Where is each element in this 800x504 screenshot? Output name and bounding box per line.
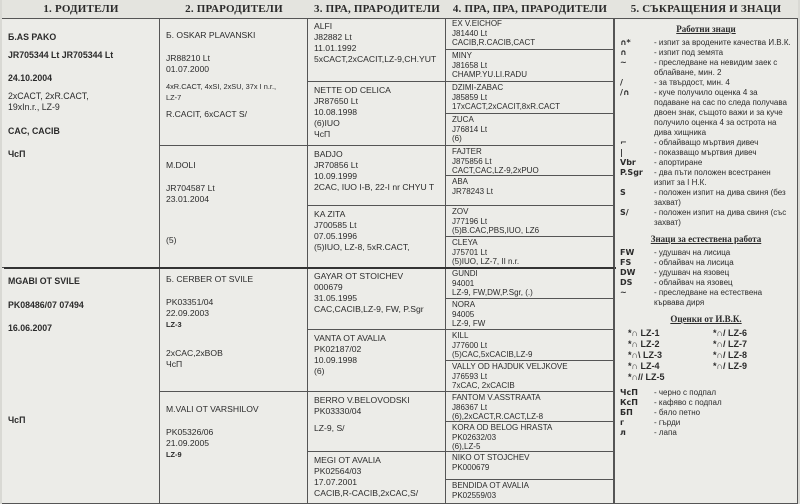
parent-dam: MGABI OT SVILE PK08486/07 07494 16.06.2007 ЧсП <box>2 268 160 504</box>
legend-row <box>620 138 792 148</box>
legend-row <box>620 158 792 168</box>
legend-grades-grid <box>628 328 792 382</box>
legend-row <box>620 58 792 78</box>
legend-row <box>620 388 792 398</box>
great-great-grandparent-8: CLEYA J75701 Lt (5)IUO, LZ-7, II n.r. <box>446 237 614 268</box>
great-great-grandparent-13: FANTOM V.ASSTRAATA J86367 Lt (6),2xCACT,R.CACT,LZ-8 <box>446 392 614 422</box>
great-great-grandparent-4: ZUCA J76814 Lt (6) <box>446 114 614 146</box>
great-great-grandparent-6: ABA JR78243 Lt <box>446 176 614 206</box>
legend-text: - изпит под земята <box>654 48 724 57</box>
grade-item <box>713 372 792 382</box>
grandparent-1: Б. OSKAR PLAVANSKI JR88210 Lt 01.07.2000 4xR.CACT, 4xSI, 2xSU, 37x I n.r., LZ-7 R.CACIT, 6xCACT S/ <box>160 18 308 146</box>
great-grandparent-6: VANTA OT AVALIA PK02187/02 10.09.1998 (6) <box>308 330 446 392</box>
legend-row <box>620 268 792 278</box>
grade-item: *∩// LZ-5 <box>628 372 665 382</box>
legend-symbol: ⌐ <box>620 138 627 147</box>
legend-row <box>620 48 792 58</box>
legend-symbol: / <box>620 78 623 87</box>
legend-symbol: FS <box>620 258 632 267</box>
grandparent-4: M.VALI OT VARSHILOV PK05326/06 21.09.2005 LZ-9 <box>160 392 308 504</box>
legend-natural-list <box>620 248 792 308</box>
great-grandparent-3: BADJO JR70856 Lt 10.09.1999 2CAC, IUO I-B, 22-I nr CHYU T <box>308 146 446 206</box>
legend-symbol: | <box>620 148 623 157</box>
legend-text: - куче получило оценка 4 за подаване на сас по следа получава двоен знак, същото важи и за куче получило оценка 4 за острота на дива хищника <box>654 88 787 137</box>
legend-symbol: ЧсП <box>620 388 638 397</box>
legend-text: - удушвач на язовец <box>654 268 730 277</box>
grade-item: *∩\ LZ-3 <box>628 350 663 360</box>
legend-abbreviations <box>620 388 792 438</box>
legend-symbol: ~ <box>620 58 627 67</box>
legend-text: - облайвач на лисица <box>654 258 734 267</box>
grade-item: *∩ LZ-4 <box>628 361 660 371</box>
legend-symbol: г <box>620 418 625 427</box>
great-great-grandparent-15: NIKO OT STOJCHEV PK000679 <box>446 452 614 480</box>
header-great-grandparents: 3. ПРА, ПРАРОДИТЕЛИ <box>308 0 447 19</box>
legend-text: - показващо мъртвия дивеч <box>654 148 757 157</box>
pedigree-sheet <box>2 0 798 504</box>
great-great-grandparent-16: BENDIDA OT AVALIA PK02559/03 <box>446 480 614 504</box>
great-great-grandparent-5: FAJTER J875856 Lt CACT,CAC,LZ-9,2xPUO <box>446 146 614 176</box>
legend-text: - удушвач на лисица <box>654 248 731 257</box>
legend-text: - лапа <box>654 428 677 437</box>
grade-item: *∩/ LZ-9 <box>713 361 748 371</box>
legend-row <box>620 168 792 188</box>
legend-row <box>620 398 792 408</box>
legend-symbol: /∩ <box>620 88 630 97</box>
great-great-grandparent-2: MINY J81658 Lt CHAMP.YU.LI.RADU <box>446 50 614 82</box>
great-great-grandparent-10: NORA 94005 LZ-9, FW <box>446 299 614 330</box>
great-grandparent-5: GAYAR OT STOICHEV 000679 31.05.1995 CAC,CACIB,LZ-9, FW, P.Sgr <box>308 268 446 330</box>
legend-row <box>620 208 792 228</box>
legend-text: - изпит за вродените качества И.В.К. <box>654 38 791 47</box>
legend-text: - черно с подпал <box>654 388 716 397</box>
legend-text: - облайващо мъртвия дивеч <box>654 138 759 147</box>
great-great-grandparent-3: DZIMI-ZABAC J85859 Lt 17xCACT,2xCACIT,8xR.CACT <box>446 82 614 114</box>
legend-text: - облайвач на язовец <box>654 278 733 287</box>
grandparent-3: Б. CERBER OT SVILE PK03351/04 22.09.2003 LZ-3 2xCAC,2xBOB ЧсП <box>160 268 308 392</box>
legend-symbol: DS <box>620 278 633 287</box>
legend-text: - за твърдост, мин. 4 <box>654 78 730 87</box>
legend-grades-title: Оценки от И.В.К. <box>670 314 742 324</box>
legend-symbol: ∩* <box>620 38 631 47</box>
grade-item: *∩/ LZ-7 <box>713 339 748 349</box>
legend-row <box>620 418 792 428</box>
legend-symbol: КсП <box>620 398 638 407</box>
legend-symbol: ∩ <box>620 48 627 57</box>
legend-text: - кафяво с подпал <box>654 398 722 407</box>
legend-row <box>620 278 792 288</box>
legend-row <box>620 88 792 138</box>
parent-sire: Б.AS PAKO JR705344 Lt JR705344 Lt 24.10.2004 2xCACT, 2xR.CACT, 19xIn.r., LZ-9 CAC, CACIB ЧсП <box>2 18 160 268</box>
legend-natural-title: Знаци за естествена работа <box>650 234 762 244</box>
great-grandparent-4: KA ZITA J700585 Lt 07.05.1996 (5)IUO, LZ-8, 5xR.CACT, <box>308 206 446 268</box>
legend-row <box>620 38 792 48</box>
legend-row <box>620 248 792 258</box>
great-great-grandparent-7: ZOV J77196 Lt (5)B.CAC,PBS,IUO, LZ6 <box>446 206 614 237</box>
legend-text: - гърди <box>654 418 681 427</box>
grade-item: *∩/ LZ-6 <box>713 328 748 338</box>
legend-text: - бяло петно <box>654 408 701 417</box>
great-great-grandparent-9: GUNDI 94001 LZ-9, FW,DW,P.Sgr, (.) <box>446 268 614 299</box>
legend-row <box>620 288 792 308</box>
legend-text: - преследване на естествена кървава диря <box>654 288 763 307</box>
legend-text: - два пъти положен всестранен изпит за І Н.К. <box>654 168 771 187</box>
legend-symbol: ~ <box>620 288 627 297</box>
header-parents: 1. РОДИТЕЛИ <box>2 0 161 19</box>
grandparent-2: M.DOLI JR704587 Lt 23.01.2004 (5) <box>160 146 308 268</box>
great-great-grandparent-1: EX V.EICHOF J81440 Lt CACIB,R.CACIB,CACT <box>446 18 614 50</box>
legend-row <box>620 188 792 208</box>
grade-item: *∩ LZ-2 <box>628 339 660 349</box>
legend-panel <box>614 18 798 504</box>
legend-row <box>620 258 792 268</box>
legend-symbol: FW <box>620 248 635 257</box>
legend-text: - преследване на невидим заек с облайване, мин. 2 <box>654 58 778 77</box>
great-grandparent-2: NETTE OD CELICA JR87650 Lt 10.08.1998 (6)IUO ЧсП <box>308 82 446 146</box>
legend-symbol: P.Sgr <box>620 168 643 177</box>
great-grandparent-1: ALFI J82882 Lt 11.01.1992 5xCACT,2xCACIT,LZ-9,CH.YUT <box>308 18 446 82</box>
legend-row <box>620 78 792 88</box>
legend-symbol: БП <box>620 408 633 417</box>
great-great-grandparent-11: KILL J77600 Lt (5)CAC,5xCACIB,LZ-9 <box>446 330 614 361</box>
legend-text: - апортиране <box>654 158 703 167</box>
legend-symbol: л <box>620 428 626 437</box>
legend-symbol: Vbr <box>620 158 636 167</box>
great-great-grandparent-14: KORA OD BELOG HRASTA PK02632/03 (6),LZ-5 <box>446 422 614 452</box>
legend-text: - положен изпит на дива свиня (със захват) <box>654 208 787 227</box>
legend-row <box>620 428 792 438</box>
header-legend: 5. СЪКРАЩЕНИЯ И ЗНАЦИ <box>614 0 798 19</box>
great-grandparent-8: MEGI OT AVALIA PK02564/03 17.07.2001 CACIB,R-CACIB,2xCAC,S/ <box>308 452 446 504</box>
great-great-grandparent-12: VALLY OD HAJDUK VELJKOVE J76593 Lt 7xCAC, 2xCACIB <box>446 361 614 392</box>
legend-work-list <box>620 38 792 228</box>
header-great-great-grandparents: 4. ПРА, ПРА, ПРАРОДИТЕЛИ <box>446 0 615 19</box>
legend-symbol: DW <box>620 268 636 277</box>
half-separator <box>4 267 616 269</box>
great-grandparent-7: BERRO V.BELOVODSKI PK03330/04 LZ-9, S/ <box>308 392 446 452</box>
legend-symbol: S/ <box>620 208 629 217</box>
legend-row <box>620 408 792 418</box>
legend-row <box>620 148 792 158</box>
legend-text: - положен изпит на дива свиня (без захват) <box>654 188 786 207</box>
header-grandparents: 2. ПРАРОДИТЕЛИ <box>160 0 309 19</box>
grade-item: *∩ LZ-1 <box>628 328 660 338</box>
grade-item: *∩/ LZ-8 <box>713 350 748 360</box>
legend-symbol: S <box>620 188 626 197</box>
legend-work-title: Работни знаци <box>676 24 736 34</box>
